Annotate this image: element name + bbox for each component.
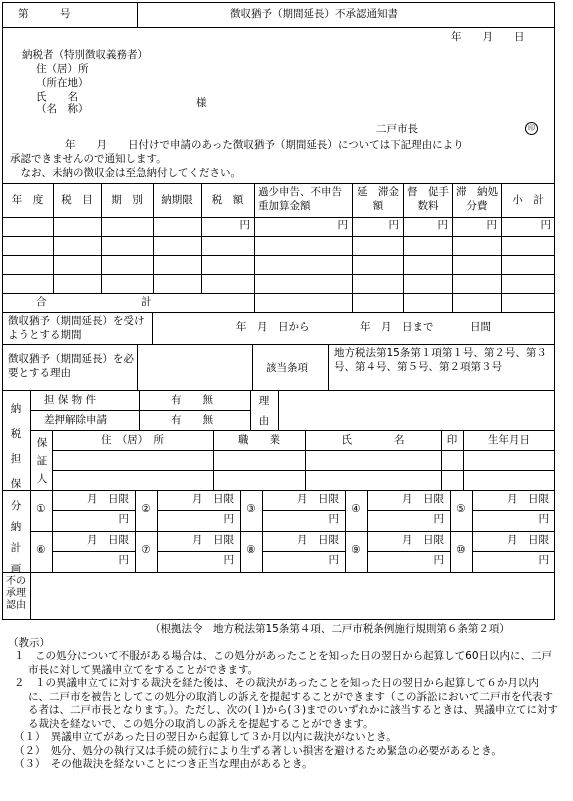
unit-yen: 円 <box>437 219 448 231</box>
unit-yen: 円 <box>486 219 497 231</box>
installment-yen: 円 <box>223 513 234 525</box>
body-line-3: なお、未納の徴収金は至急納付してください。 <box>10 167 241 179</box>
installment-deadline: 月 日限 <box>402 534 444 546</box>
period-from: 年 月 日から <box>236 321 310 333</box>
installment-number: ⑨ <box>351 544 361 556</box>
installment-yen: 円 <box>328 554 339 566</box>
installment-number: ③ <box>246 503 256 515</box>
security-side-label: 納税担保 <box>10 403 22 490</box>
clause-text: 地方税法第15条第１項第１号、第２号、第３号、第４号、第５号、第２項第３号 <box>334 347 547 373</box>
th-delinquency: 延 滞金 額 <box>357 186 410 212</box>
issue-date: 年 月 日 <box>451 31 525 43</box>
instruction-item-1: （１） 異議申立てがあった日の翌日から起算して３か月以内に裁決がないとき。 <box>14 731 397 743</box>
period-days: 日間 <box>470 321 491 333</box>
installment-yen: 円 <box>118 554 129 566</box>
th-penalty: 過少申告、不申告重加算金額 <box>258 186 342 212</box>
installment-deadline: 月 日限 <box>192 534 234 546</box>
installment-yen: 円 <box>538 513 549 525</box>
instruction-item-2: （２） 処分、処分の執行又は手続の続行により生ずる著しい損害を避けるため緊急の必要があるとき。 <box>14 744 502 757</box>
installment-yen: 円 <box>328 513 339 525</box>
th-tax-item: 税 目 <box>61 194 93 206</box>
installment-yen: 円 <box>118 513 129 525</box>
address-label: 住（居）所 <box>36 63 89 75</box>
th-tax-amount: 税 額 <box>211 194 244 206</box>
unit-yen: 円 <box>388 219 399 231</box>
installment-deadline: 月 日限 <box>297 493 339 505</box>
installment-number: ⑤ <box>456 503 466 515</box>
installment-number: ⑧ <box>246 544 256 556</box>
installment-number: ⑥ <box>36 544 46 556</box>
installment-deadline: 月 日限 <box>87 493 129 505</box>
installment-yen: 円 <box>433 554 444 566</box>
disapproval-label: 不の承理認由 <box>6 576 26 611</box>
guarantor-side-label: 保証人 <box>36 437 48 485</box>
installment-deadline: 月 日限 <box>402 493 444 505</box>
collateral-label: 担 保 物 件 <box>44 394 97 406</box>
installment-number: ① <box>36 503 46 515</box>
instruction-item-3: （３） その他裁決を経ないことにつき正当な理由があるとき。 <box>14 758 313 770</box>
number-label: 第 号 <box>18 8 71 20</box>
name2-label: （名 称） <box>36 103 89 115</box>
installment-deadline: 月 日限 <box>87 534 129 546</box>
period-label: 徴収猶予（期間延長）を受けようとする期間 <box>8 315 145 341</box>
installment-deadline: 月 日限 <box>297 534 339 546</box>
installment-yen: 円 <box>433 513 444 525</box>
installment-number: ⑦ <box>141 544 151 556</box>
th-period: 期 別 <box>111 194 143 206</box>
installment-number: ④ <box>351 503 361 515</box>
instruction-p1: １ この処分について不服がある場合は、この処分があったことを知った日の翌日から起算して60日以内に、二戸市長に対して異議申立てをすることができます。 <box>14 650 553 676</box>
installment-yen: 円 <box>538 554 549 566</box>
installment-deadline: 月 日限 <box>192 493 234 505</box>
instruction-title: （教示） <box>8 637 50 649</box>
sama-label: 様 <box>196 97 207 109</box>
instruction-p2: ２ １の異議申立てに対する裁決を経た後は、その裁決があったことを知った日の翌日から起算して６か月以内に、二戸市を被告としてこの処分の取消しの訴えを提起することができます（この訴訟において二戸市を代表する者は、二戸市長となります。）。ただし、次の(１)から(３)までのいずれかに該当するときは、異議申立てに対する裁決を経ないで、この処分の取消しの訴えを提起することができます。 <box>14 677 559 730</box>
guarantor-occupation-header: 職 業 <box>238 434 280 446</box>
total-label: 合 計 <box>36 296 152 308</box>
guarantor-seal-header: 印 <box>446 434 458 446</box>
installment-deadline: 月 日限 <box>507 534 549 546</box>
name-label: 氏 名 <box>36 91 78 103</box>
instruction-notice <box>14 650 559 772</box>
body-line-2: 承認できませんので通知します。 <box>10 153 167 165</box>
page-title: 徴収猶予（期間延長）不承認通知書 <box>230 8 398 20</box>
installment-deadline: 月 日限 <box>507 493 549 505</box>
th-disposition-fee: 滞 納処分費 <box>456 186 498 212</box>
th-deadline: 納期限 <box>161 194 193 206</box>
seal-icon: 印 <box>525 121 538 135</box>
installment-number: ⑩ <box>456 544 466 556</box>
guarantor-address-header: 住 （居） 所 <box>101 434 164 446</box>
clause-label: 該当条項 <box>266 362 308 374</box>
installment-number: ② <box>141 503 151 515</box>
unit-yen: 円 <box>540 219 551 231</box>
body-line-1: 年 月 日付けで申請のあった徴収猶予（期間延長）については下記理由により <box>44 139 464 151</box>
guarantor-birthdate-header: 生年月日 <box>488 434 530 446</box>
security-reason-label: 理由 <box>258 395 270 427</box>
seizure-label: 差押解除申請 <box>44 414 107 426</box>
th-year: 年 度 <box>11 194 44 206</box>
seizure-presence: 有 無 <box>171 414 213 426</box>
installment-yen: 円 <box>223 554 234 566</box>
period-to: 年 月 日まで <box>360 321 434 333</box>
mayor-label: 二戸市長 <box>376 123 418 135</box>
legal-basis: （根拠法令 地方税法第15条第４項、二戸市税条例施行規則第６条第２項） <box>150 623 510 635</box>
guarantor-name-header: 氏 名 <box>341 434 405 446</box>
unit-yen: 円 <box>239 219 250 231</box>
reason-needed-label: 徴収猶予（期間延長）を必要とする理由 <box>8 353 134 379</box>
installment-side-label: 分納計画 <box>10 500 22 575</box>
collateral-presence: 有 無 <box>171 394 213 406</box>
taxpayer-label: 納税者（特別徴収義務者） <box>22 49 148 61</box>
th-dunning-fee: 督 促手数料 <box>407 186 449 212</box>
location-label: （所在地） <box>36 77 89 89</box>
unit-yen: 円 <box>337 219 348 231</box>
th-subtotal: 小 計 <box>512 194 544 206</box>
